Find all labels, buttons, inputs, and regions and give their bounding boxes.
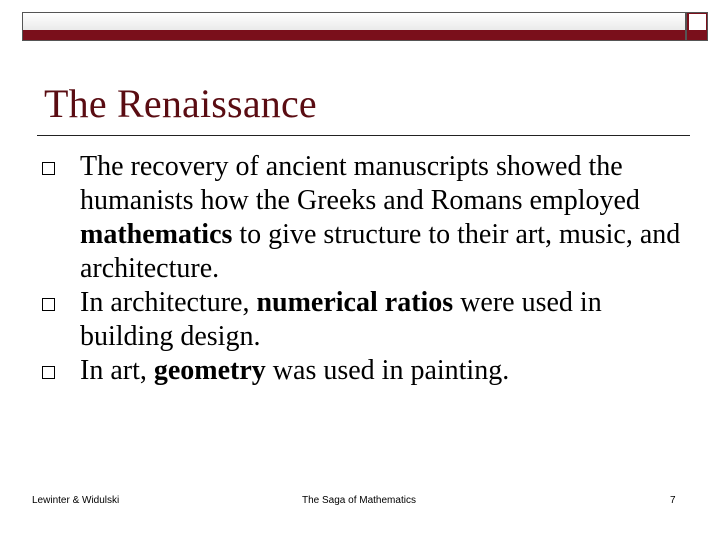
square-bullet-icon bbox=[42, 162, 55, 175]
footer-page-number: 7 bbox=[670, 495, 676, 506]
bullet-text-2-bold: numerical ratios bbox=[256, 287, 454, 318]
bullet-item-3 bbox=[42, 354, 702, 388]
header-decor-bar bbox=[22, 12, 686, 41]
square-bullet-icon bbox=[42, 366, 55, 379]
title-divider bbox=[37, 135, 690, 136]
slide-title: The Renaissance bbox=[44, 81, 317, 126]
bullet-text-1-part-3: to give structure to their art, music, and architecture. bbox=[80, 219, 681, 284]
bullet-text-3-bold: geometry bbox=[153, 355, 266, 386]
square-bullet-icon bbox=[42, 298, 55, 311]
bullet-text-2-part-1: In architecture, bbox=[80, 287, 257, 318]
footer-book-title: The Saga of Mathematics bbox=[302, 495, 416, 506]
header-corner-square bbox=[686, 12, 708, 41]
bullet-text-3-part-1: In art, bbox=[80, 355, 154, 386]
bullet-text-1-bold: mathematics bbox=[80, 219, 233, 250]
bullet-text-3-part-3: was used in painting. bbox=[265, 355, 510, 386]
bullet-item-2 bbox=[42, 286, 702, 354]
bullet-text-1-part-1: The recovery of ancient manuscripts showed the humanists how the Greeks and Romans employed bbox=[80, 151, 640, 216]
bullet-item-1 bbox=[42, 150, 702, 286]
bullet-text-2-part-3: were used in building design. bbox=[80, 287, 602, 352]
bullet-list bbox=[42, 150, 702, 388]
footer-authors: Lewinter & Widulski bbox=[32, 495, 120, 506]
